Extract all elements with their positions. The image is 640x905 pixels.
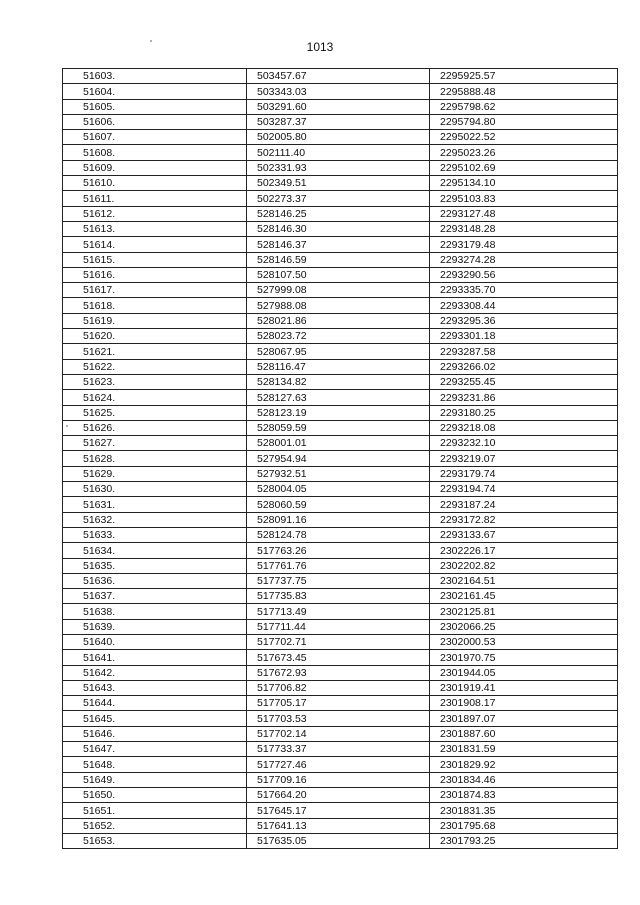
table-row bbox=[63, 634, 618, 649]
y-coordinate-cell: 2295103.83 bbox=[430, 191, 618, 206]
point-id-cell: 51619. bbox=[63, 313, 247, 328]
coordinates-table-wrapper bbox=[62, 68, 574, 849]
x-coordinate-cell: 503343.03 bbox=[247, 84, 430, 99]
point-id-cell: 51603. bbox=[63, 69, 247, 84]
x-coordinate-cell: 528127.63 bbox=[247, 390, 430, 405]
x-coordinate-cell: 517727.46 bbox=[247, 757, 430, 772]
table-row bbox=[63, 558, 618, 573]
point-id-cell: 51646. bbox=[63, 726, 247, 741]
x-coordinate-cell: 517737.75 bbox=[247, 573, 430, 588]
table-row bbox=[63, 742, 618, 757]
table-row bbox=[63, 267, 618, 282]
x-coordinate-cell: 528004.05 bbox=[247, 482, 430, 497]
x-coordinate-cell: 517713.49 bbox=[247, 604, 430, 619]
point-id-cell: 51629. bbox=[63, 466, 247, 481]
table-row bbox=[63, 344, 618, 359]
y-coordinate-cell: 2301908.17 bbox=[430, 696, 618, 711]
point-id-cell: 51620. bbox=[63, 329, 247, 344]
y-coordinate-cell: 2293133.67 bbox=[430, 527, 618, 542]
x-coordinate-cell: 528146.37 bbox=[247, 237, 430, 252]
x-coordinate-cell: 528146.30 bbox=[247, 221, 430, 236]
table-row bbox=[63, 114, 618, 129]
point-id-cell: 51623. bbox=[63, 374, 247, 389]
x-coordinate-cell: 502111.40 bbox=[247, 145, 430, 160]
table-row bbox=[63, 359, 618, 374]
x-coordinate-cell: 528146.59 bbox=[247, 252, 430, 267]
x-coordinate-cell: 517702.71 bbox=[247, 634, 430, 649]
point-id-cell: 51615. bbox=[63, 252, 247, 267]
y-coordinate-cell: 2295022.52 bbox=[430, 130, 618, 145]
x-coordinate-cell: 517761.76 bbox=[247, 558, 430, 573]
y-coordinate-cell: 2301944.05 bbox=[430, 665, 618, 680]
x-coordinate-cell: 528116.47 bbox=[247, 359, 430, 374]
table-row bbox=[63, 420, 618, 435]
y-coordinate-cell: 2301831.59 bbox=[430, 742, 618, 757]
point-id-cell: 51633. bbox=[63, 527, 247, 542]
table-row bbox=[63, 374, 618, 389]
table-row bbox=[63, 650, 618, 665]
x-coordinate-cell: 517641.13 bbox=[247, 818, 430, 833]
coordinates-table bbox=[62, 68, 618, 849]
y-coordinate-cell: 2302226.17 bbox=[430, 543, 618, 558]
x-coordinate-cell: 528023.72 bbox=[247, 329, 430, 344]
y-coordinate-cell: 2295102.69 bbox=[430, 160, 618, 175]
x-coordinate-cell: 528134.82 bbox=[247, 374, 430, 389]
table-row bbox=[63, 329, 618, 344]
y-coordinate-cell: 2293295.36 bbox=[430, 313, 618, 328]
table-row bbox=[63, 405, 618, 420]
x-coordinate-cell: 528091.16 bbox=[247, 512, 430, 527]
table-row bbox=[63, 512, 618, 527]
y-coordinate-cell: 2295925.57 bbox=[430, 69, 618, 84]
point-id-cell: 51631. bbox=[63, 497, 247, 512]
x-coordinate-cell: 528060.59 bbox=[247, 497, 430, 512]
table-row bbox=[63, 497, 618, 512]
y-coordinate-cell: 2295798.62 bbox=[430, 99, 618, 114]
y-coordinate-cell: 2293290.56 bbox=[430, 267, 618, 282]
point-id-cell: 51614. bbox=[63, 237, 247, 252]
point-id-cell: 51645. bbox=[63, 711, 247, 726]
y-coordinate-cell: 2302066.25 bbox=[430, 619, 618, 634]
y-coordinate-cell: 2293231.86 bbox=[430, 390, 618, 405]
x-coordinate-cell: 502331.93 bbox=[247, 160, 430, 175]
x-coordinate-cell: 528124.78 bbox=[247, 527, 430, 542]
table-row bbox=[63, 283, 618, 298]
point-id-cell: 51637. bbox=[63, 589, 247, 604]
x-coordinate-cell: 528123.19 bbox=[247, 405, 430, 420]
point-id-cell: 51606. bbox=[63, 114, 247, 129]
y-coordinate-cell: 2301897.07 bbox=[430, 711, 618, 726]
point-id-cell: 51624. bbox=[63, 390, 247, 405]
table-row bbox=[63, 696, 618, 711]
point-id-cell: 51651. bbox=[63, 803, 247, 818]
table-row bbox=[63, 99, 618, 114]
table-row bbox=[63, 466, 618, 481]
page-number: 1013 bbox=[306, 40, 334, 54]
y-coordinate-cell: 2302125.81 bbox=[430, 604, 618, 619]
y-coordinate-cell: 2295134.10 bbox=[430, 176, 618, 191]
point-id-cell: 51622. bbox=[63, 359, 247, 374]
point-id-cell: 51650. bbox=[63, 787, 247, 802]
x-coordinate-cell: 517709.16 bbox=[247, 772, 430, 787]
point-id-cell: 51642. bbox=[63, 665, 247, 680]
y-coordinate-cell: 2295794.80 bbox=[430, 114, 618, 129]
point-id-cell: 51608. bbox=[63, 145, 247, 160]
y-coordinate-cell: 2295888.48 bbox=[430, 84, 618, 99]
table-row bbox=[63, 160, 618, 175]
table-row bbox=[63, 543, 618, 558]
y-coordinate-cell: 2293274.28 bbox=[430, 252, 618, 267]
y-coordinate-cell: 2301834.46 bbox=[430, 772, 618, 787]
point-id-cell: 51611. bbox=[63, 191, 247, 206]
x-coordinate-cell: 528067.95 bbox=[247, 344, 430, 359]
x-coordinate-cell: 517703.53 bbox=[247, 711, 430, 726]
table-row bbox=[63, 680, 618, 695]
table-row bbox=[63, 772, 618, 787]
point-id-cell: 51621. bbox=[63, 344, 247, 359]
table-row bbox=[63, 436, 618, 451]
table-row bbox=[63, 665, 618, 680]
x-coordinate-cell: 517672.93 bbox=[247, 665, 430, 680]
y-coordinate-cell: 2293219.07 bbox=[430, 451, 618, 466]
coordinates-table-body bbox=[63, 69, 618, 849]
x-coordinate-cell: 517735.83 bbox=[247, 589, 430, 604]
y-coordinate-cell: 2293180.25 bbox=[430, 405, 618, 420]
y-coordinate-cell: 2293187.24 bbox=[430, 497, 618, 512]
x-coordinate-cell: 528021.86 bbox=[247, 313, 430, 328]
x-coordinate-cell: 527988.08 bbox=[247, 298, 430, 313]
point-id-cell: 51613. bbox=[63, 221, 247, 236]
point-id-cell: 51634. bbox=[63, 543, 247, 558]
point-id-cell: 51612. bbox=[63, 206, 247, 221]
point-id-cell: 51649. bbox=[63, 772, 247, 787]
x-coordinate-cell: 502005.80 bbox=[247, 130, 430, 145]
point-id-cell: 51640. bbox=[63, 634, 247, 649]
x-coordinate-cell: 517673.45 bbox=[247, 650, 430, 665]
table-row bbox=[63, 69, 618, 84]
y-coordinate-cell: 2293127.48 bbox=[430, 206, 618, 221]
point-id-cell: 51610. bbox=[63, 176, 247, 191]
y-coordinate-cell: 2301970.75 bbox=[430, 650, 618, 665]
point-id-cell: 51653. bbox=[63, 833, 247, 848]
y-coordinate-cell: 2293179.48 bbox=[430, 237, 618, 252]
point-id-cell: 51627. bbox=[63, 436, 247, 451]
point-id-cell: 51652. bbox=[63, 818, 247, 833]
y-coordinate-cell: 2293179.74 bbox=[430, 466, 618, 481]
point-id-cell: 51630. bbox=[63, 482, 247, 497]
x-coordinate-cell: 517635.05 bbox=[247, 833, 430, 848]
point-id-cell: 51648. bbox=[63, 757, 247, 772]
table-row bbox=[63, 726, 618, 741]
point-id-cell: 51636. bbox=[63, 573, 247, 588]
scan-speck bbox=[150, 40, 152, 42]
point-id-cell: 51605. bbox=[63, 99, 247, 114]
x-coordinate-cell: 527932.51 bbox=[247, 466, 430, 481]
y-coordinate-cell: 2302161.45 bbox=[430, 589, 618, 604]
y-coordinate-cell: 2293308.44 bbox=[430, 298, 618, 313]
table-row bbox=[63, 589, 618, 604]
table-row bbox=[63, 221, 618, 236]
table-row bbox=[63, 130, 618, 145]
point-id-cell: 51628. bbox=[63, 451, 247, 466]
x-coordinate-cell: 527954.94 bbox=[247, 451, 430, 466]
table-row bbox=[63, 818, 618, 833]
y-coordinate-cell: 2293301.18 bbox=[430, 329, 618, 344]
x-coordinate-cell: 502349.51 bbox=[247, 176, 430, 191]
point-id-cell: 51638. bbox=[63, 604, 247, 619]
y-coordinate-cell: 2293266.02 bbox=[430, 359, 618, 374]
table-row bbox=[63, 176, 618, 191]
point-id-cell: 51635. bbox=[63, 558, 247, 573]
y-coordinate-cell: 2293172.82 bbox=[430, 512, 618, 527]
y-coordinate-cell: 2301831.35 bbox=[430, 803, 618, 818]
point-id-cell: 51625. bbox=[63, 405, 247, 420]
table-row bbox=[63, 84, 618, 99]
y-coordinate-cell: 2293287.58 bbox=[430, 344, 618, 359]
table-row bbox=[63, 604, 618, 619]
x-coordinate-cell: 527999.08 bbox=[247, 283, 430, 298]
y-coordinate-cell: 2301795.68 bbox=[430, 818, 618, 833]
x-coordinate-cell: 503287.37 bbox=[247, 114, 430, 129]
table-row bbox=[63, 206, 618, 221]
y-coordinate-cell: 2301829.92 bbox=[430, 757, 618, 772]
table-row bbox=[63, 833, 618, 848]
x-coordinate-cell: 528059.59 bbox=[247, 420, 430, 435]
x-coordinate-cell: 517705.17 bbox=[247, 696, 430, 711]
y-coordinate-cell: 2293218.08 bbox=[430, 420, 618, 435]
x-coordinate-cell: 502273.37 bbox=[247, 191, 430, 206]
table-row bbox=[63, 711, 618, 726]
x-coordinate-cell: 528001.01 bbox=[247, 436, 430, 451]
y-coordinate-cell: 2302000.53 bbox=[430, 634, 618, 649]
table-row bbox=[63, 191, 618, 206]
table-row bbox=[63, 252, 618, 267]
y-coordinate-cell: 2301793.25 bbox=[430, 833, 618, 848]
x-coordinate-cell: 528107.50 bbox=[247, 267, 430, 282]
x-coordinate-cell: 517733.37 bbox=[247, 742, 430, 757]
table-row bbox=[63, 573, 618, 588]
point-id-cell: 51616. bbox=[63, 267, 247, 282]
y-coordinate-cell: 2301874.83 bbox=[430, 787, 618, 802]
y-coordinate-cell: 2295023.26 bbox=[430, 145, 618, 160]
table-row bbox=[63, 390, 618, 405]
x-coordinate-cell: 517702.14 bbox=[247, 726, 430, 741]
table-row bbox=[63, 527, 618, 542]
x-coordinate-cell: 517645.17 bbox=[247, 803, 430, 818]
y-coordinate-cell: 2293255.45 bbox=[430, 374, 618, 389]
table-row bbox=[63, 619, 618, 634]
table-row bbox=[63, 757, 618, 772]
y-coordinate-cell: 2293148.28 bbox=[430, 221, 618, 236]
x-coordinate-cell: 503291.60 bbox=[247, 99, 430, 114]
x-coordinate-cell: 517664.20 bbox=[247, 787, 430, 802]
table-row bbox=[63, 803, 618, 818]
point-id-cell: 51647. bbox=[63, 742, 247, 757]
point-id-cell: 51643. bbox=[63, 680, 247, 695]
y-coordinate-cell: 2293335.70 bbox=[430, 283, 618, 298]
x-coordinate-cell: 503457.67 bbox=[247, 69, 430, 84]
table-row bbox=[63, 451, 618, 466]
point-id-cell: 51641. bbox=[63, 650, 247, 665]
point-id-cell: 51626. bbox=[63, 420, 247, 435]
table-row bbox=[63, 313, 618, 328]
y-coordinate-cell: 2302164.51 bbox=[430, 573, 618, 588]
y-coordinate-cell: 2302202.82 bbox=[430, 558, 618, 573]
scan-speck bbox=[66, 425, 68, 427]
y-coordinate-cell: 2293232.10 bbox=[430, 436, 618, 451]
table-row bbox=[63, 298, 618, 313]
y-coordinate-cell: 2301919.41 bbox=[430, 680, 618, 695]
x-coordinate-cell: 517763.26 bbox=[247, 543, 430, 558]
x-coordinate-cell: 517711.44 bbox=[247, 619, 430, 634]
table-row bbox=[63, 237, 618, 252]
point-id-cell: 51632. bbox=[63, 512, 247, 527]
table-row bbox=[63, 787, 618, 802]
table-row bbox=[63, 145, 618, 160]
point-id-cell: 51604. bbox=[63, 84, 247, 99]
table-row bbox=[63, 482, 618, 497]
x-coordinate-cell: 517706.82 bbox=[247, 680, 430, 695]
point-id-cell: 51609. bbox=[63, 160, 247, 175]
y-coordinate-cell: 2293194.74 bbox=[430, 482, 618, 497]
y-coordinate-cell: 2301887.60 bbox=[430, 726, 618, 741]
point-id-cell: 51617. bbox=[63, 283, 247, 298]
x-coordinate-cell: 528146.25 bbox=[247, 206, 430, 221]
point-id-cell: 51644. bbox=[63, 696, 247, 711]
point-id-cell: 51618. bbox=[63, 298, 247, 313]
point-id-cell: 51607. bbox=[63, 130, 247, 145]
point-id-cell: 51639. bbox=[63, 619, 247, 634]
